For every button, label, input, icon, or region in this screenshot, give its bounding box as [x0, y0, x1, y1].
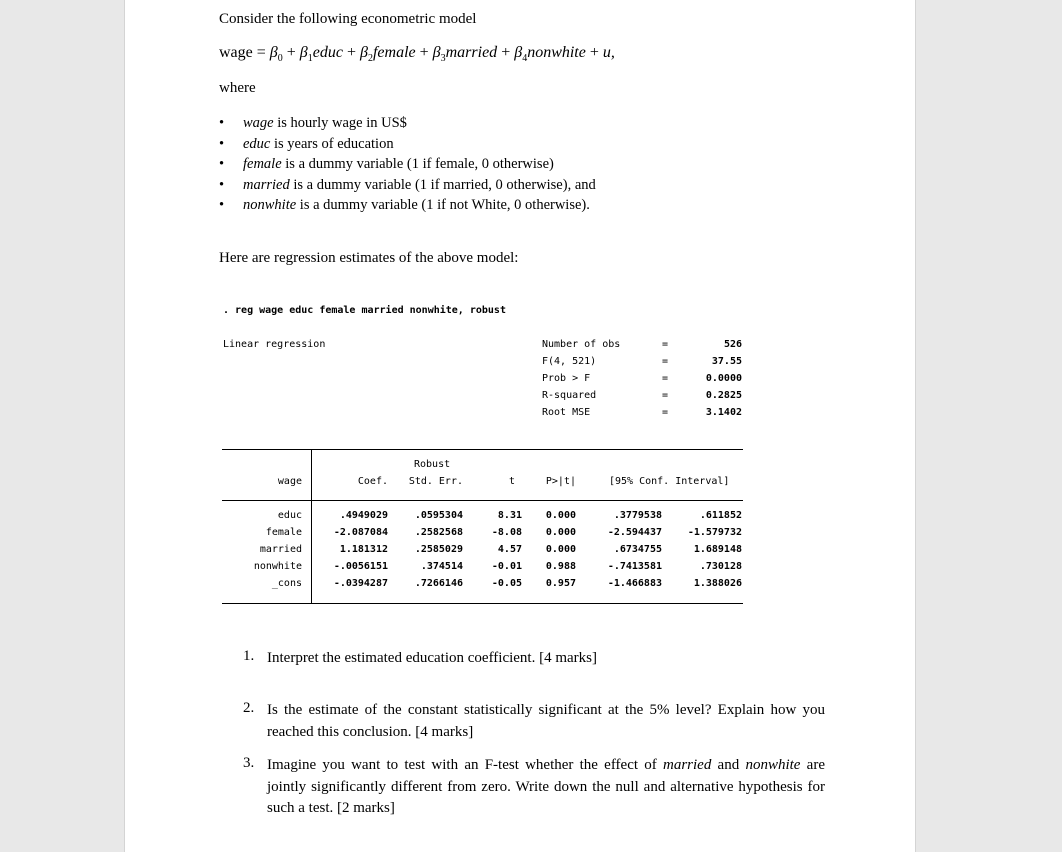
header-t: t — [508, 476, 515, 487]
cell-p: 0.957 — [545, 578, 576, 589]
cell-ci-high: 1.689148 — [693, 544, 742, 555]
model-title: Linear regression — [223, 339, 326, 350]
stat-eq: = — [662, 373, 669, 384]
question-text: Imagine you want to test with an F-test whether the effect of married and nonwhite are jointly significantly different from zero. Write down the null and alternative hypothesis for such a test. [2 marks] — [267, 757, 825, 816]
stat-eq: = — [662, 356, 669, 367]
question-number: 2. — [243, 700, 255, 716]
stat-eq: = — [662, 339, 669, 350]
cell-ci-high: .730128 — [699, 561, 742, 572]
list-item: • wage is hourly wage in US$ — [219, 115, 407, 131]
cell-var: married — [259, 544, 302, 555]
cell-ci-low: .6734755 — [613, 544, 662, 555]
cell-p: 0.000 — [545, 510, 576, 521]
cell-var: educ — [277, 510, 302, 521]
cell-t: 8.31 — [497, 510, 522, 521]
cell-t: -0.01 — [491, 561, 522, 572]
list-item: • female is a dummy variable (1 if female, 0 otherwise) — [219, 156, 554, 172]
list-item: • nonwhite is a dummy variable (1 if not White, 0 otherwise). — [219, 197, 590, 213]
bullet-icon: • — [219, 156, 225, 172]
cell-t: -0.05 — [491, 578, 522, 589]
stat-label: Number of obs — [542, 339, 621, 350]
stat-value: 3.1402 — [705, 407, 742, 418]
list-item: • educ is years of education — [219, 135, 394, 152]
stat-label: F(4, 521) — [542, 356, 597, 367]
document-page — [124, 0, 916, 852]
stat-value: 0.2825 — [705, 390, 742, 401]
cell-se: .2582568 — [414, 527, 463, 538]
cell-se: .374514 — [420, 561, 463, 572]
cell-ci-high: -1.579732 — [687, 527, 742, 538]
question-text: Interpret the estimated education coefficient. [4 marks] — [267, 650, 597, 666]
question-text: Is the estimate of the constant statistically significant at the 5% level? Explain how you reached this conclusion. [4 marks] — [267, 702, 825, 740]
cell-coef: -.0394287 — [333, 578, 388, 589]
question-number: 3. — [243, 755, 255, 771]
cell-se: .7266146 — [414, 578, 463, 589]
header-p: P>|t| — [545, 476, 576, 487]
cell-t: 4.57 — [497, 544, 522, 555]
variable-definitions — [219, 113, 596, 216]
cell-p: 0.988 — [545, 561, 576, 572]
stat-label: R-squared — [542, 390, 597, 401]
cell-ci-low: .3779538 — [613, 510, 662, 521]
cell-ci-high: 1.388026 — [693, 578, 742, 589]
question-number: 1. — [243, 648, 255, 664]
cell-ci-low: -2.594437 — [607, 527, 662, 538]
header-coef: Coef. — [357, 476, 388, 487]
cell-coef: -.0056151 — [333, 561, 388, 572]
where-text: where — [219, 80, 256, 96]
bullet-icon: • — [219, 197, 225, 213]
stat-eq: = — [662, 407, 669, 418]
cell-var: female — [265, 527, 302, 538]
bullet-icon: • — [219, 176, 225, 193]
regression-intro: Here are regression estimates of the above model: — [219, 250, 519, 266]
cell-coef: -2.087084 — [333, 527, 388, 538]
stat-value: 526 — [723, 339, 742, 350]
header-ci: [95% Conf. Interval] — [609, 476, 730, 487]
cell-var: _cons — [271, 578, 302, 589]
bullet-icon: • — [219, 135, 225, 152]
stat-label: Prob > F — [542, 373, 591, 384]
stat-value: 37.55 — [711, 356, 742, 367]
stat-label: Root MSE — [542, 407, 591, 418]
bullet-icon: • — [219, 115, 225, 131]
cell-ci-high: .611852 — [699, 510, 742, 521]
stat-eq: = — [662, 390, 669, 401]
cell-se: .0595304 — [414, 510, 463, 521]
cell-coef: .4949029 — [339, 510, 388, 521]
table-vertical-rule — [311, 449, 312, 604]
cell-coef: 1.181312 — [339, 544, 388, 555]
cell-se: .2585029 — [414, 544, 463, 555]
table-top-rule — [222, 449, 743, 450]
stat-value: 0.0000 — [705, 373, 742, 384]
cell-p: 0.000 — [545, 544, 576, 555]
table-header-rule — [222, 500, 743, 501]
cell-var: nonwhite — [253, 561, 302, 572]
cell-ci-low: -1.466883 — [607, 578, 662, 589]
model-equation: wage = $\beta_0$ + $\beta_1educ$ + $\beta_2female$ + $\beta_3married$ + $\beta_4nonwhite + u$, — [219, 44, 615, 65]
list-item: • married is a dummy variable (1 if married, 0 otherwise), and — [219, 176, 596, 193]
header-robust: Robust — [414, 459, 451, 470]
header-se: Std. Err. — [408, 476, 463, 487]
header-depvar: wage — [277, 476, 302, 487]
cell-t: -8.08 — [491, 527, 522, 538]
table-bottom-rule — [222, 603, 743, 604]
intro-text: Consider the following econometric model — [219, 11, 477, 27]
cell-ci-low: -.7413581 — [607, 561, 662, 572]
stata-command: . reg wage educ female married nonwhite, robust — [223, 305, 506, 316]
cell-p: 0.000 — [545, 527, 576, 538]
